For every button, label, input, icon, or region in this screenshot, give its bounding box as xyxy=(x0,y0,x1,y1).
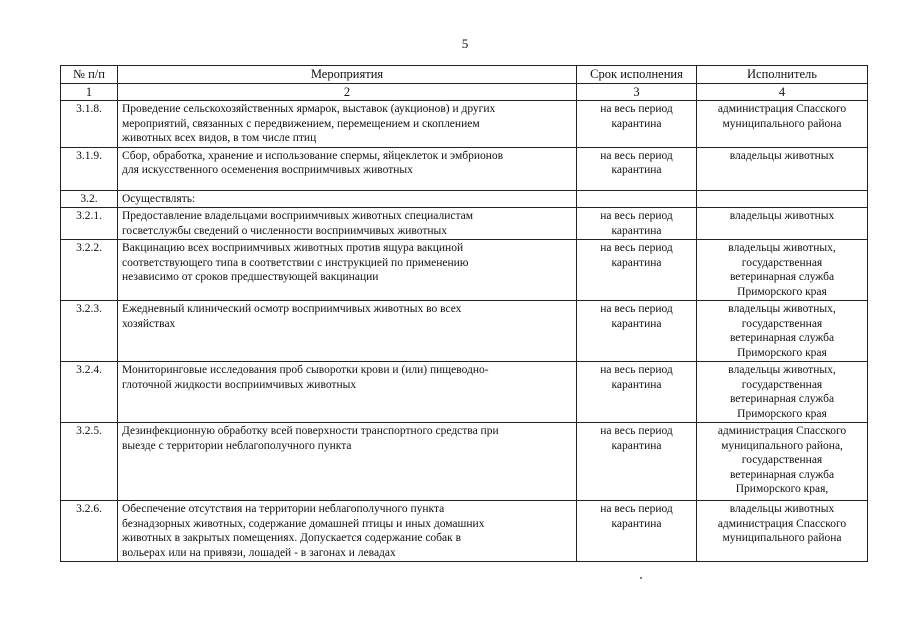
row-term-line: карантина xyxy=(611,224,662,237)
row-action-line: Вакцинацию всех восприимчивых животных против ящура вакциной xyxy=(122,242,464,254)
row-executor xyxy=(697,501,868,562)
row-executor-line: государственная xyxy=(741,256,823,269)
row-action xyxy=(118,208,577,240)
row-action xyxy=(118,501,577,562)
row-action-line: животных всех видов, в том числе птиц xyxy=(122,132,317,144)
row-action-line: Ежедневный клинический осмотр восприимчивых животных во всех xyxy=(122,303,462,315)
row-action xyxy=(118,101,577,148)
row-executor-line: ветеринарная служба xyxy=(729,468,835,481)
row-executor-line: Приморского края, xyxy=(735,483,829,495)
row-term-line: карантина xyxy=(611,439,662,452)
row-action-line: мероприятий, связанных с передвижением, перемещением и скоплением xyxy=(122,117,480,130)
row-term xyxy=(577,301,697,362)
row-executor-line: владельцы животных xyxy=(729,149,835,162)
row-term-line: на весь период xyxy=(600,103,673,115)
row-term xyxy=(577,101,697,148)
table-row xyxy=(61,147,868,190)
row-term xyxy=(577,240,697,301)
row-action-line: Проведение сельскохозяйственных ярмарок, выставок (аукционов) и других xyxy=(122,103,496,115)
row-number: 3.2.3. xyxy=(61,301,118,362)
row-executor-line: Приморского края xyxy=(737,407,827,420)
row-action-line: выезде с территории неблагополучного пункта xyxy=(122,439,352,452)
row-executor xyxy=(697,147,868,190)
row-term xyxy=(577,362,697,423)
row-number: 3.2.2. xyxy=(61,240,118,301)
column-number-row xyxy=(61,84,868,101)
row-executor xyxy=(697,190,868,208)
row-action-line: животных в закрытых помещениях. Допускается содержание собак в xyxy=(122,532,462,544)
row-term xyxy=(577,423,697,501)
row-term-line: карантина xyxy=(611,317,662,330)
row-action-line: Обеспечение отсутствия на территории неблагополучного пункта xyxy=(122,503,445,515)
row-term-line: на весь период xyxy=(600,210,673,222)
column-number: 1 xyxy=(61,84,118,101)
row-term-line: карантина xyxy=(611,164,662,176)
row-executor-line: владельцы животных, xyxy=(728,303,836,315)
row-term-line: карантина xyxy=(611,117,662,130)
row-number: 3.2.1. xyxy=(61,208,118,240)
scan-speck xyxy=(640,577,642,579)
table-row xyxy=(61,362,868,423)
header-number: № п/п xyxy=(61,66,118,84)
header-actions: Мероприятия xyxy=(118,66,577,84)
row-executor-line: владельцы животных xyxy=(729,503,835,515)
row-executor-line: Приморского края xyxy=(737,346,827,359)
row-term xyxy=(577,208,697,240)
row-term xyxy=(577,147,697,190)
row-executor-line: муниципального района, xyxy=(721,439,843,452)
column-number: 2 xyxy=(118,84,577,101)
row-action xyxy=(118,240,577,301)
row-executor xyxy=(697,208,868,240)
row-executor-line: администрация Спасского xyxy=(717,103,847,115)
row-executor-line: муниципального района xyxy=(722,532,842,544)
table-row xyxy=(61,101,868,148)
row-executor-line: ветеринарная служба xyxy=(729,271,835,283)
row-action-line: госветслужбы сведений о численности восприимчивых животных xyxy=(122,224,448,237)
row-executor-line: Приморского края xyxy=(737,285,827,298)
row-term-line: на весь период xyxy=(600,425,673,437)
row-number: 3.2. xyxy=(61,190,118,208)
row-action-line: Дезинфекционную обработку всей поверхности транспортного средства при xyxy=(122,425,499,437)
measures-table xyxy=(60,65,868,562)
table-row xyxy=(61,190,868,208)
row-action-line: хозяйствах xyxy=(122,317,176,330)
row-action xyxy=(118,301,577,362)
table-row xyxy=(61,423,868,501)
row-executor-line: владельцы животных, xyxy=(728,364,836,376)
row-executor xyxy=(697,362,868,423)
row-executor xyxy=(697,301,868,362)
row-term-line: на весь период xyxy=(600,503,673,515)
table-row xyxy=(61,240,868,301)
row-action xyxy=(118,423,577,501)
row-action-line: независимо от сроков предшествующей вакцинации xyxy=(122,271,379,283)
row-number: 3.2.4. xyxy=(61,362,118,423)
row-executor-line: владельцы животных xyxy=(729,210,835,222)
row-term-line: на весь период xyxy=(600,364,673,376)
header-term: Срок исполнения xyxy=(577,66,697,84)
row-action-line: Мониторинговые исследования проб сыворотки крови и (или) пищеводно- xyxy=(122,364,489,376)
table-row xyxy=(61,501,868,562)
row-term xyxy=(577,190,697,208)
row-executor xyxy=(697,423,868,501)
row-term-line: карантина xyxy=(611,256,662,269)
row-term-line: на весь период xyxy=(600,242,673,254)
row-term-line: карантина xyxy=(611,378,662,391)
row-executor-line: государственная xyxy=(741,454,823,466)
row-action-line: Предоставление владельцами восприимчивых животных специалистам xyxy=(122,210,474,222)
column-number: 3 xyxy=(577,84,697,101)
row-term-line: на весь период xyxy=(600,149,673,162)
row-executor-line: администрация Спасского xyxy=(717,517,847,530)
row-action xyxy=(118,190,577,208)
row-executor xyxy=(697,101,868,148)
row-number: 3.2.6. xyxy=(61,501,118,562)
row-action-line: соответствующего типа в соответствии с инструкцией по применению xyxy=(122,256,469,269)
row-action-line: вольерах или на привязи, лошадей - в загонах и левадах xyxy=(122,546,396,559)
row-action-line: Осуществлять: xyxy=(122,192,196,205)
table-body xyxy=(61,101,868,562)
row-term-line: карантина xyxy=(611,517,662,530)
row-executor-line: ветеринарная служба xyxy=(729,332,835,344)
table-row xyxy=(61,301,868,362)
row-action-line: глоточной жидкости восприимчивых животных xyxy=(122,378,357,391)
row-number: 3.1.9. xyxy=(61,147,118,190)
row-executor-line: владельцы животных, xyxy=(728,242,836,254)
row-executor-line: администрация Спасского xyxy=(717,425,847,437)
row-number: 3.1.8. xyxy=(61,101,118,148)
row-executor-line: государственная xyxy=(741,378,823,391)
header-row xyxy=(61,66,868,84)
row-action-line: безнадзорных животных, содержание домашней птицы и иных домашних xyxy=(122,517,485,530)
column-number: 4 xyxy=(697,84,868,101)
row-executor-line: муниципального района xyxy=(722,117,842,130)
row-action-line: Сбор, обработка, хранение и использование спермы, яйцеклеток и эмбрионов xyxy=(122,149,504,162)
row-executor-line: ветеринарная служба xyxy=(729,393,835,405)
row-executor-line: государственная xyxy=(741,317,823,330)
row-executor xyxy=(697,240,868,301)
row-term-line: на весь период xyxy=(600,303,673,315)
table-row xyxy=(61,208,868,240)
page-number: 5 xyxy=(461,36,469,51)
row-term xyxy=(577,501,697,562)
row-number: 3.2.5. xyxy=(61,423,118,501)
header-executor: Исполнитель xyxy=(697,66,868,84)
row-action-line: для искусственного осеменения восприимчивых животных xyxy=(122,164,413,176)
row-action xyxy=(118,362,577,423)
row-action xyxy=(118,147,577,190)
